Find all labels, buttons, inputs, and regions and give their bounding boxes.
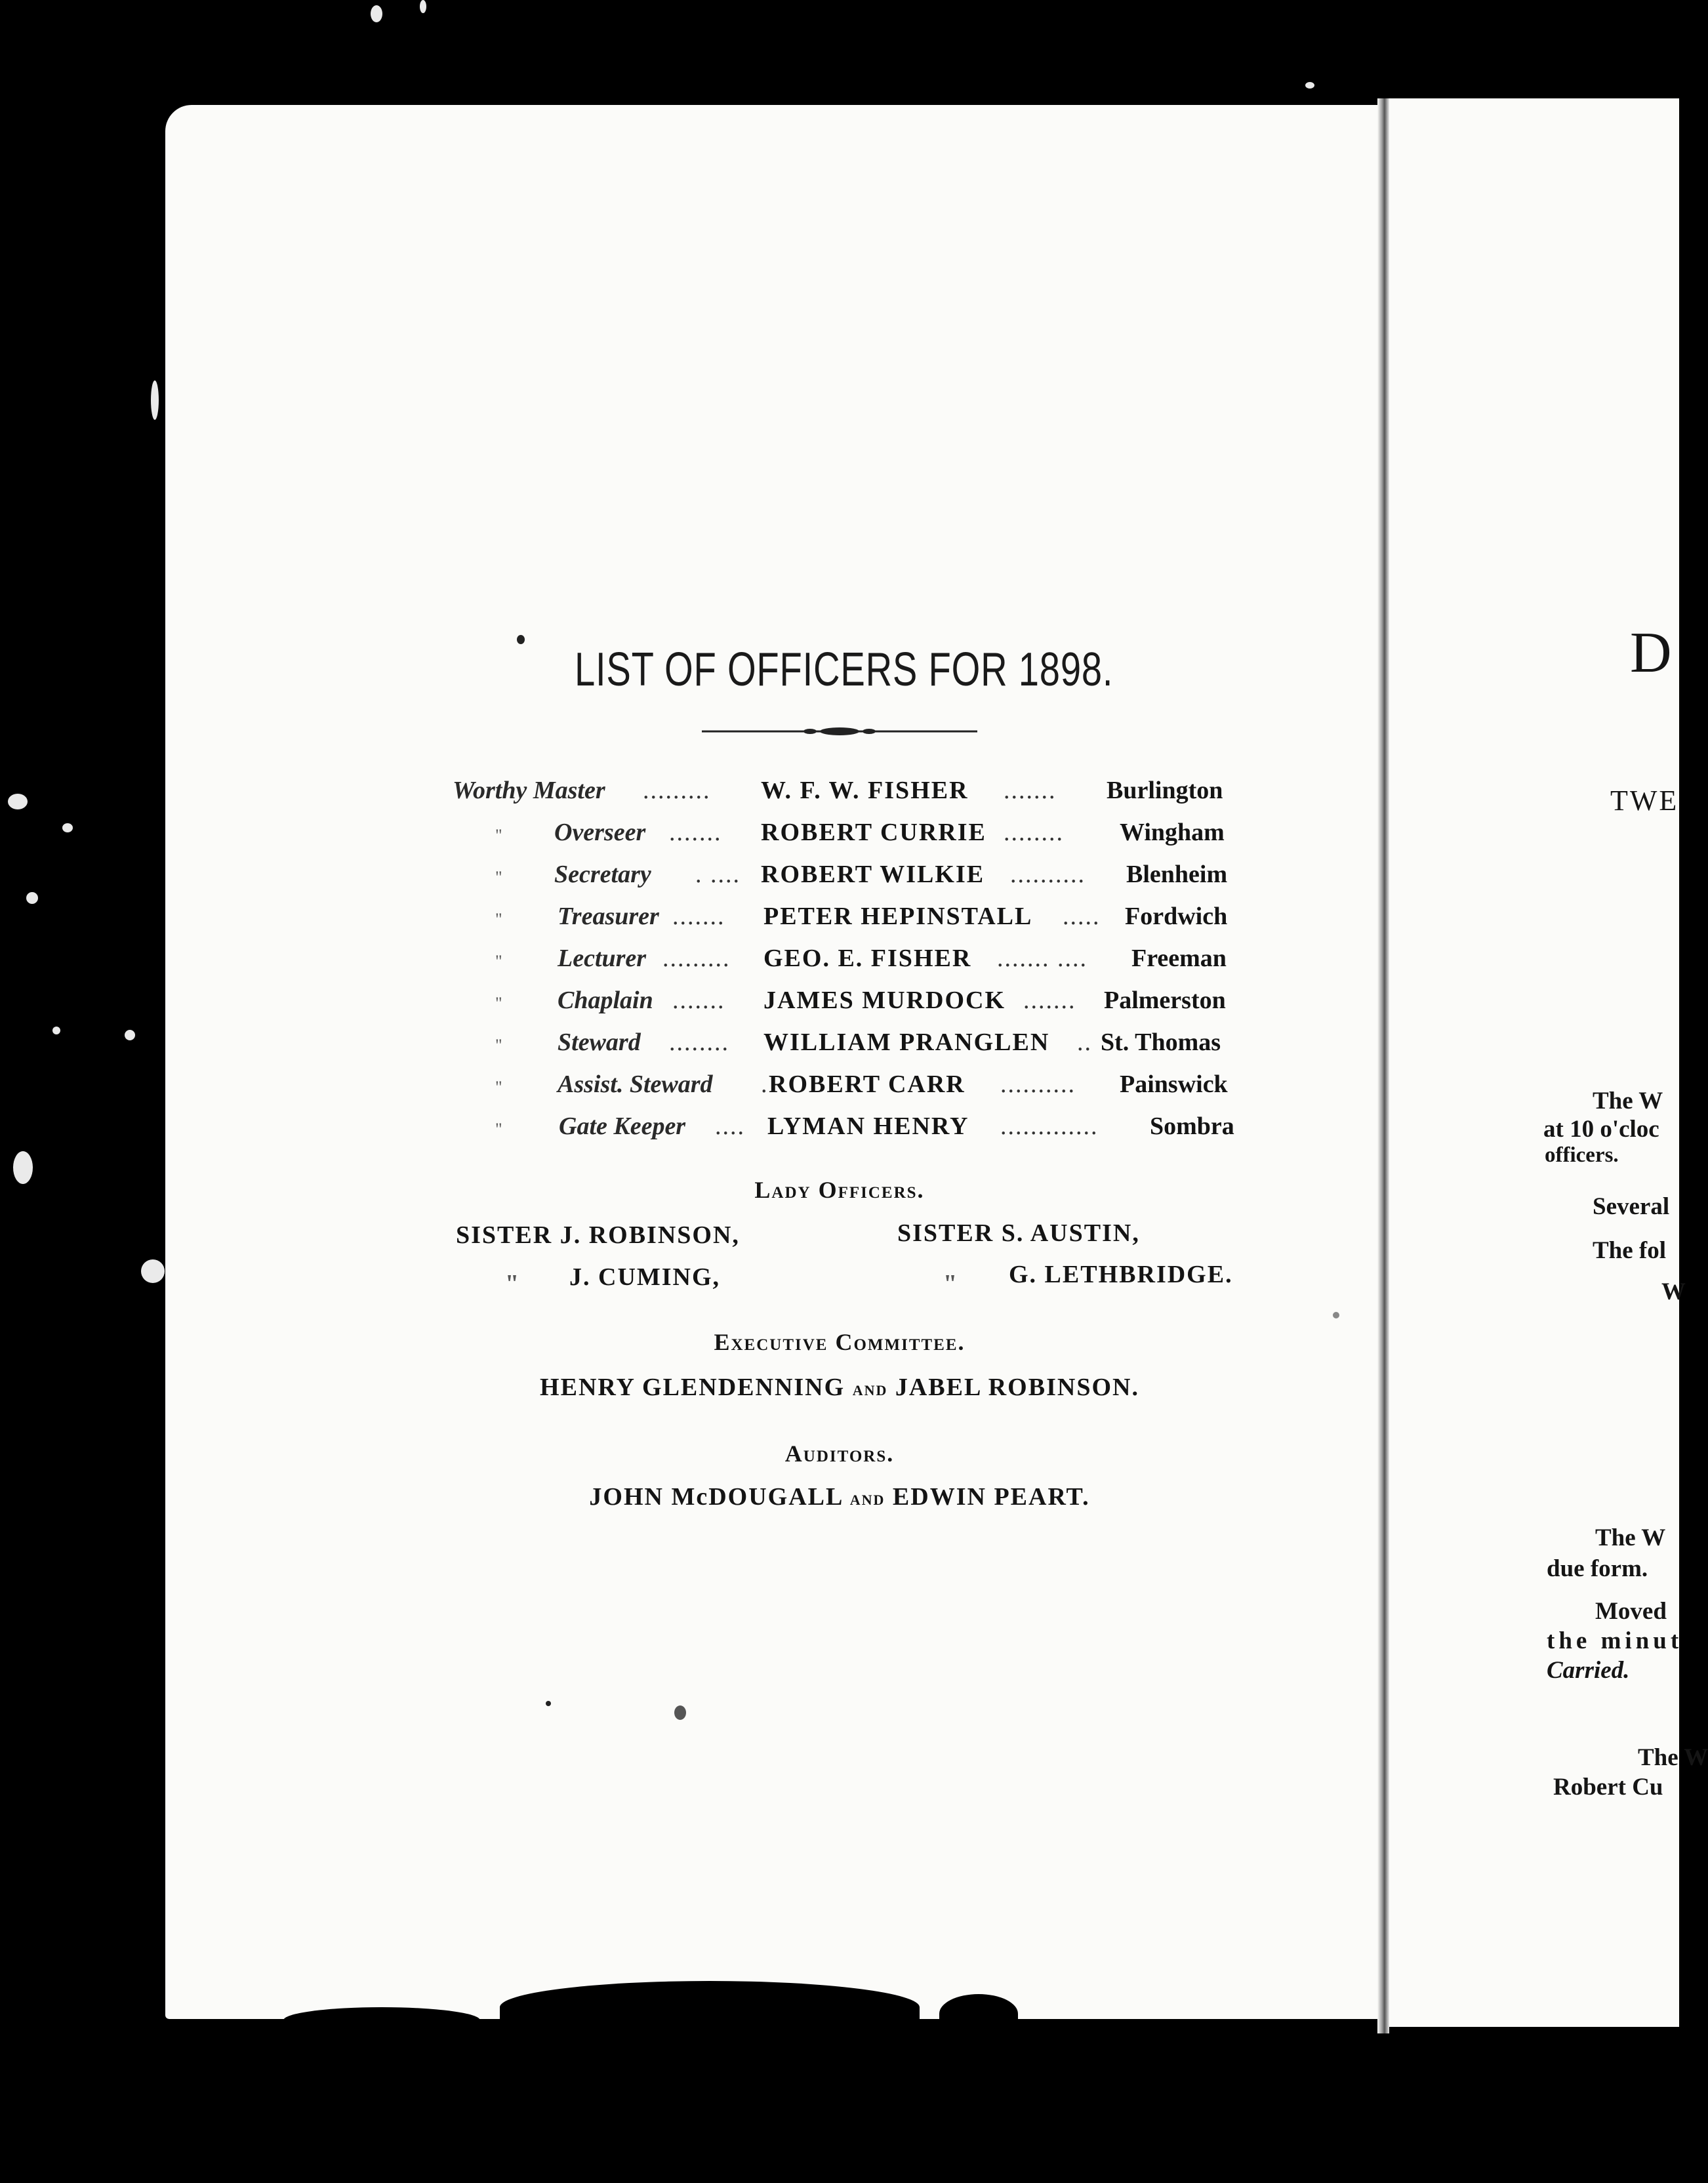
officer-title: Worthy Master [453, 777, 605, 804]
officer-title: Overseer [554, 819, 646, 846]
scan-speck [125, 1030, 135, 1040]
officer-name: ROBERT WILKIE [761, 861, 985, 888]
ink-dot [1333, 1312, 1339, 1318]
right-page-line: W [1661, 1278, 1686, 1305]
officer-place: Palmerston [1104, 987, 1226, 1014]
leader-dots: ........ [669, 1029, 729, 1056]
leader-dots: ....... [672, 987, 725, 1014]
leader-dots: ..... [1063, 903, 1101, 930]
auditor: EDWIN PEART. [892, 1483, 1090, 1511]
ink-dot [674, 1705, 686, 1720]
officer-place: Wingham [1120, 819, 1225, 846]
leader-dots: .......... [1000, 1071, 1076, 1098]
officer-title: Secretary [554, 861, 651, 888]
right-page-line: at 10 o'cloc [1543, 1116, 1659, 1143]
ink-dot [546, 1701, 551, 1706]
right-page-heading-letter: D [1630, 621, 1672, 685]
officer-row [446, 902, 1246, 940]
officer-title: Chaplain [558, 987, 653, 1014]
ditto-mark: " [495, 868, 502, 887]
lady-officer-name: SISTER S. AUSTIN, [897, 1219, 1140, 1247]
officer-name: GEO. E. FISHER [763, 945, 972, 972]
right-page-line: Several [1593, 1193, 1670, 1220]
ditto-mark: " [495, 1120, 502, 1139]
and-word: and [852, 1376, 888, 1400]
leader-dots: ....... [669, 819, 722, 846]
ditto-mark: " [495, 952, 502, 971]
officer-place: Fordwich [1125, 903, 1228, 930]
page-damage [283, 2007, 480, 2033]
ditto-mark: " [505, 1270, 521, 1297]
leader-dots: ....... .... [997, 945, 1088, 972]
officer-place: Freeman [1131, 945, 1227, 972]
leader-dots: . .... [695, 861, 741, 888]
ditto-mark: " [495, 1078, 502, 1097]
officer-name: LYMAN HENRY [767, 1112, 969, 1140]
committee-member: JABEL ROBINSON. [895, 1374, 1139, 1401]
ditto-mark: " [495, 994, 502, 1013]
auditor: JOHN McDOUGALL [589, 1483, 843, 1511]
auditors-members [0, 1482, 1679, 1511]
officer-title: Gate Keeper [559, 1112, 686, 1140]
right-page-line: officers. [1545, 1143, 1619, 1167]
leader-dots: ......... [662, 945, 731, 972]
right-page-line: the minut [1547, 1627, 1683, 1654]
page-gutter [1377, 98, 1389, 2033]
leader-dots: ....... [672, 903, 725, 930]
officer-name: ROBERT CARR [769, 1071, 966, 1098]
officer-title: Treasurer [558, 903, 659, 930]
officer-row [446, 818, 1246, 856]
right-page-line: due form. [1547, 1555, 1648, 1582]
leader-dots: ......... [643, 777, 711, 804]
auditors-heading: Auditors. [784, 1440, 895, 1467]
right-page-line: The W [1638, 1744, 1708, 1771]
lady-officer-name: J. CUMING, [569, 1263, 721, 1291]
officer-place: Painswick [1120, 1071, 1228, 1098]
officer-row [446, 944, 1246, 982]
right-page-line: Robert Cu [1553, 1774, 1663, 1801]
scan-speck [1305, 82, 1314, 89]
officer-name: WILLIAM PRANGLEN [763, 1029, 1050, 1056]
right-page-subtitle: TWE [1610, 785, 1679, 817]
officer-place: St. Thomas [1101, 1029, 1221, 1056]
officer-row [446, 1070, 1246, 1108]
ditto-mark: " [495, 826, 502, 845]
ditto-mark: " [495, 1036, 502, 1055]
officer-title: Steward [558, 1029, 641, 1056]
lady-officers-heading: Lady Officers. [754, 1177, 925, 1203]
officer-name: ROBERT CURRIE [761, 819, 986, 846]
scan-speck [52, 1027, 60, 1034]
page-title: LIST OF OFFICERS FOR 1898. [574, 643, 1114, 696]
leader-dots: ........ [1004, 819, 1064, 846]
scan-speck [151, 380, 159, 420]
officer-title: Lecturer [558, 945, 647, 972]
officer-name: JAMES MURDOCK [763, 987, 1006, 1014]
officer-place: Blenheim [1126, 861, 1228, 888]
leader-dots: .... [715, 1112, 745, 1140]
leader-dots: ....... [1023, 987, 1076, 1014]
and-word: and [849, 1486, 885, 1509]
ornament-divider [702, 725, 977, 738]
right-page-line: The fol [1593, 1237, 1667, 1264]
officer-title: Assist. Steward [558, 1071, 713, 1098]
scan-speck [26, 892, 38, 904]
committee-member: HENRY GLENDENNING [540, 1374, 845, 1401]
scan-speck [62, 823, 73, 832]
officer-row [446, 1028, 1246, 1066]
right-page-line: Moved [1595, 1598, 1667, 1625]
page-damage [939, 1994, 1018, 2033]
officer-place: Sombra [1150, 1112, 1234, 1140]
leader-dots: .......... [1010, 861, 1086, 888]
page-damage [500, 1981, 920, 2033]
leader-dots: ............. [1000, 1112, 1099, 1140]
officer-row [446, 776, 1246, 814]
right-page-line: The W [1593, 1088, 1663, 1114]
scan-speck [420, 0, 426, 13]
executive-committee-heading: Executive Committee. [714, 1329, 966, 1355]
officer-name: W. F. W. FISHER [761, 777, 969, 804]
lady-officer-name: SISTER J. ROBINSON, [456, 1221, 740, 1249]
right-page-line: Carried. [1547, 1657, 1630, 1684]
officer-row [446, 860, 1246, 898]
officer-row [446, 1112, 1246, 1150]
officer-row [446, 986, 1246, 1024]
executive-committee-members [0, 1373, 1679, 1402]
right-page-line: The W [1595, 1524, 1666, 1551]
leader-dots: . [761, 1071, 769, 1098]
leader-dots: .. [1077, 1029, 1092, 1056]
scan-speck [371, 5, 382, 22]
ditto-mark: " [495, 910, 502, 929]
scan-speck [141, 1259, 165, 1283]
officer-place: Burlington [1107, 777, 1223, 804]
ditto-mark: " [943, 1270, 959, 1297]
leader-dots: ....... [1004, 777, 1057, 804]
scan-speck [8, 794, 28, 809]
officer-name: PETER HEPINSTALL [763, 903, 1033, 930]
right-page [1389, 98, 1679, 2027]
lady-officer-name: G. LETHBRIDGE. [1009, 1261, 1233, 1288]
